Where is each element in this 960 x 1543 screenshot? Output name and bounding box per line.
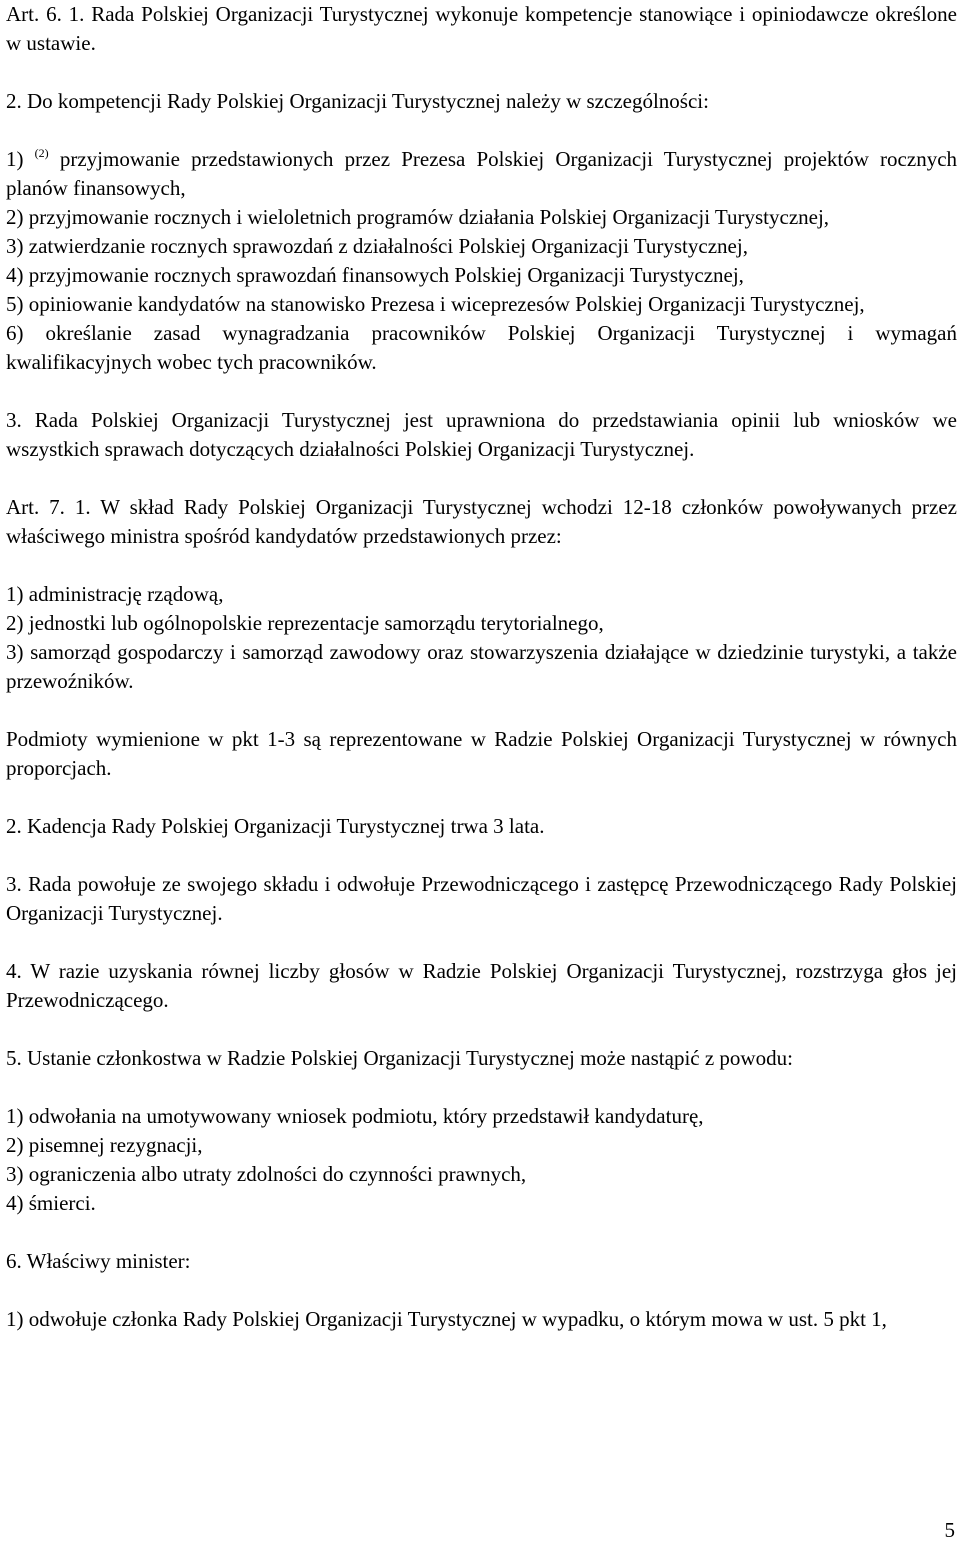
art7-p6-item-1: 1) odwołuje członka Rady Polskiej Organizacji Turystycznej w wypadku, o którym mowa w ust. 5 pkt 1, bbox=[6, 1307, 887, 1331]
art7-paragraph-3: 3. Rada powołuje ze swojego składu i odwołuje Przewodniczącego i zastępcę Przewodniczącego Rady Polskiej Organizacji Turystycznej. bbox=[6, 872, 957, 925]
art6-paragraph-3: 3. Rada Polskiej Organizacji Turystycznej jest uprawniona do przedstawiania opinii lub wniosków we wszystkich sprawach dotyczących działalności Polskiej Organizacji Turystycznej. bbox=[6, 408, 957, 461]
art6-list-item-6: 6) określanie zasad wynagradzania pracowników Polskiej Organizacji Turystycznej i wymagań kwalifikacyjnych wobec tych pracowników. bbox=[6, 321, 957, 374]
art6-list-item-2: 2) przyjmowanie rocznych i wieloletnich programów działania Polskiej Organizacji Turystycznej, bbox=[6, 205, 830, 229]
art7-p5-item-1: 1) odwołania na umotywowany wniosek podmiotu, który przedstawił kandydaturę, bbox=[6, 1104, 704, 1128]
page-number: 5 bbox=[944, 1518, 955, 1542]
art7-paragraph-2: 2. Kadencja Rady Polskiej Organizacji Turystycznej trwa 3 lata. bbox=[6, 814, 545, 838]
art7-list-item-3: 3) samorząd gospodarczy i samorząd zawodowy oraz stowarzyszenia działające w dziedzinie turystyki, a także przewoźników. bbox=[6, 640, 957, 693]
art7-paragraph-6-intro: 6. Właściwy minister: bbox=[6, 1249, 191, 1273]
art7-list-item-2: 2) jednostki lub ogólnopolskie reprezentacje samorządu terytorialnego, bbox=[6, 611, 604, 635]
art7-paragraph-4: 4. W razie uzyskania równej liczby głosów w Radzie Polskiej Organizacji Turystycznej, rozstrzyga głos jej Przewodniczącego. bbox=[6, 959, 957, 1012]
art6-item1-prefix: 1) bbox=[6, 147, 24, 171]
art7-p5-item-3: 3) ograniczenia albo utraty zdolności do czynności prawnych, bbox=[6, 1162, 527, 1186]
art7-p5-item-4: 4) śmierci. bbox=[6, 1191, 96, 1215]
art6-paragraph-1: Art. 6. 1. Rada Polskiej Organizacji Turystycznej wykonuje kompetencje stanowiące i opiniodawcze określone w ustawie. bbox=[6, 2, 957, 55]
art7-paragraph-1-tail: Podmioty wymienione w pkt 1-3 są reprezentowane w Radzie Polskiej Organizacji Turystycznej w równych proporcjach. bbox=[6, 727, 957, 780]
art7-paragraph-5-intro: 5. Ustanie członkostwa w Radzie Polskiej Organizacji Turystycznej może nastąpić z powodu: bbox=[6, 1046, 793, 1070]
footnote-reference: (2) bbox=[34, 146, 49, 160]
art7-paragraph-1: Art. 7. 1. W skład Rady Polskiej Organizacji Turystycznej wchodzi 12-18 członków powoływanych przez właściwego ministra spośród kandydatów przedstawionych przez: bbox=[6, 495, 957, 548]
art6-paragraph-2-intro: 2. Do kompetencji Rady Polskiej Organizacji Turystycznej należy w szczególności: bbox=[6, 89, 709, 113]
document-page bbox=[6, 0, 957, 1334]
art6-list-item-5: 5) opiniowanie kandydatów na stanowisko Prezesa i wiceprezesów Polskiej Organizacji Turystycznej, bbox=[6, 292, 865, 316]
art6-item1-text: przyjmowanie przedstawionych przez Prezesa Polskiej Organizacji Turystycznej projektów rocznych planów finansowych, bbox=[6, 147, 958, 200]
art7-p5-item-2: 2) pisemnej rezygnacji, bbox=[6, 1133, 203, 1157]
art6-list-item-4: 4) przyjmowanie rocznych sprawozdań finansowych Polskiej Organizacji Turystycznej, bbox=[6, 263, 744, 287]
art6-list-item-3: 3) zatwierdzanie rocznych sprawozdań z działalności Polskiej Organizacji Turystycznej, bbox=[6, 234, 748, 258]
art6-list-item-1 bbox=[6, 145, 957, 203]
art7-list-item-1: 1) administrację rządową, bbox=[6, 582, 224, 606]
